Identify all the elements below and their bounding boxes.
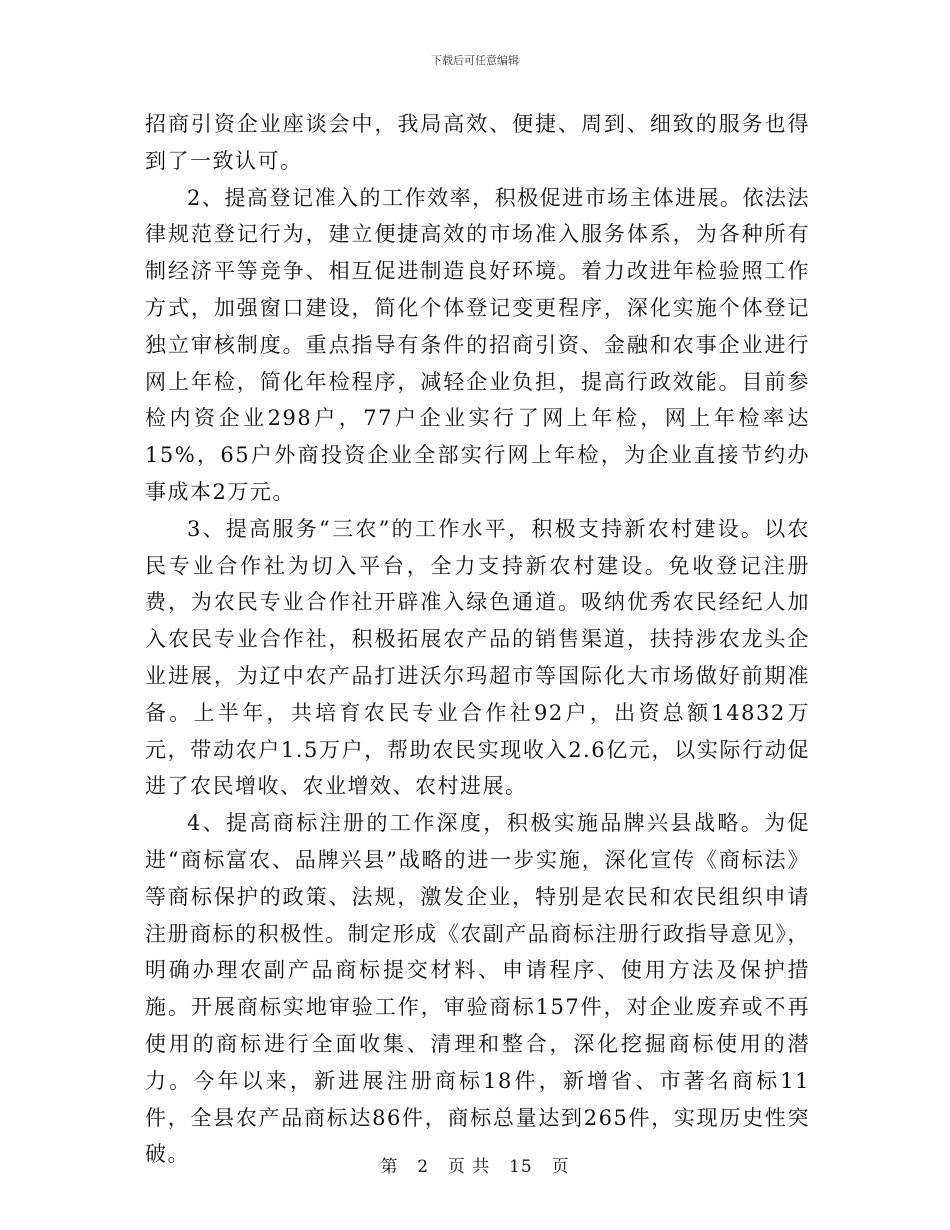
current-page-number: 2 bbox=[417, 1157, 430, 1177]
footer-suffix: 页 bbox=[551, 1157, 570, 1177]
document-body bbox=[145, 106, 810, 1173]
page-header: 下载后可任意编辑 bbox=[431, 54, 519, 67]
total-pages: 15 bbox=[509, 1157, 533, 1177]
paragraph-item-4: 4、提高商标注册的工作深度，积极实施品牌兴县战略。为促进“商标富农、品牌兴县”战略的进一步实施，深化宣传《商标法》等商标保护的政策、法规，激发企业，特别是农民和农民组织申请注册商标的积极性。制定形成《农副产品商标注册行政指导意见》，明确办理农副产品商标提交材料、申请程序、使用方法及保护措施。开展商标实地审验工作，审验商标157件，对企业废弃或不再使用的商标进行全面收集、清理和整合，深化挖掘商标使用的潜力。今年以来，新进展注册商标18件，新增省、市著名商标11件，全县农产品商标达86件，商标总量达到265件，实现历史性突破。 bbox=[145, 811, 810, 1167]
paragraph-item-3: 3、提高服务“三农”的工作水平，积极支持新农村建设。以农民专业合作社为切入平台，全力支持新农村建设。免收登记注册费，为农民专业合作社开辟准入绿色通道。吸纳优秀农民经纪人加入农民专业合作社，积极拓展农产品的销售渠道，扶持涉农龙头企业进展，为辽中农产品打进沃尔玛超市等国际化大市场做好前期准备。上半年，共培育农民专业合作社92户，出资总额14832万元，带动农户1.5万户，帮助农民实现收入2.6亿元，以实际行动促进了农民增收、农业增效、农村进展。 bbox=[145, 516, 810, 799]
page-footer bbox=[0, 1152, 950, 1177]
footer-prefix: 第 bbox=[380, 1157, 399, 1177]
footer-middle: 页 共 bbox=[447, 1157, 491, 1177]
paragraph-continuation: 招商引资企业座谈会中，我局高效、便捷、周到、细致的服务也得到了一致认可。 bbox=[145, 112, 810, 173]
paragraph-item-2: 2、提高登记准入的工作效率，积极促进市场主体进展。依法法律规范登记行为，建立便捷高效的市场准入服务体系，为各种所有制经济平等竞争、相互促进制造良好环境。着力改进年检验照工作方式，加强窗口建设，简化个体登记变更程序，深化实施个体登记独立审核制度。重点指导有条件的招商引资、金融和农事企业进行网上年检，简化年检程序，减轻企业负担，提高行政效能。目前参检内资企业298户，77户企业实行了网上年检，网上年检率达15%，65户外商投资企业全部实行网上年检，为企业直接节约办事成本2万元。 bbox=[145, 185, 810, 504]
